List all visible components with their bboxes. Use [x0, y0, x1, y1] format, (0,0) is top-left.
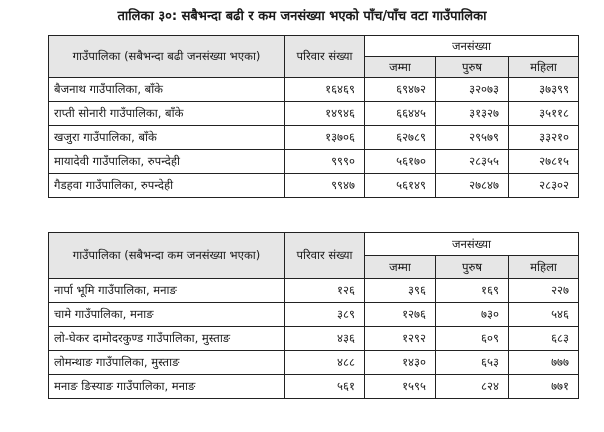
male-value: २७८४७	[436, 174, 509, 198]
table-row	[49, 351, 579, 375]
table-row	[49, 126, 579, 150]
municipality-name: गैडहवा गाउँपालिका, रुपन्देही	[49, 174, 285, 198]
households-value: १२६	[285, 279, 365, 303]
header-male: पुरुष	[436, 256, 509, 279]
header-population: जनसंख्या	[365, 36, 579, 57]
header-municipality: गाउँपालिका (सबैभन्दा कम जनसंख्या भएका)	[49, 233, 285, 279]
municipality-name: नार्पा भूमि गाउँपालिका, मनाङ	[49, 279, 285, 303]
male-value: १६९	[436, 279, 509, 303]
table-lowest-population	[48, 232, 579, 399]
municipality-name: लोमन्थाङ गाउँपालिका, मुस्ताङ	[49, 351, 285, 375]
table-row	[49, 102, 579, 126]
female-value: ६८३	[509, 327, 579, 351]
households-value: ३८९	[285, 303, 365, 327]
households-value: ९९४७	[285, 174, 365, 198]
header-total: जम्मा	[365, 57, 436, 78]
female-value: ७७७	[509, 351, 579, 375]
total-value: ५६१७०	[365, 150, 436, 174]
female-value: ३५११८	[509, 102, 579, 126]
total-value: १२७६	[365, 303, 436, 327]
households-value: ४८८	[285, 351, 365, 375]
table-row	[49, 327, 579, 351]
table-row	[49, 150, 579, 174]
table-highest-population	[48, 35, 579, 198]
households-value: ५६१	[285, 375, 365, 399]
municipality-name: राप्ती सोनारी गाउँपालिका, बाँके	[49, 102, 285, 126]
male-value: ७३०	[436, 303, 509, 327]
municipality-name: मनाङ ङिस्याङ गाउँपालिका, मनाङ	[49, 375, 285, 399]
total-value: १५९५	[365, 375, 436, 399]
header-male: पुरुष	[436, 57, 509, 78]
total-value: ६२७८९	[365, 126, 436, 150]
header-households: परिवार संख्या	[285, 36, 365, 78]
female-value: ३७३९९	[509, 78, 579, 102]
municipality-name: चामे गाउँपालिका, मनाङ	[49, 303, 285, 327]
households-value: १४९४६	[285, 102, 365, 126]
male-value: २८३५५	[436, 150, 509, 174]
municipality-name: मायादेवी गाउँपालिका, रुपन्देही	[49, 150, 285, 174]
households-value: १३७०६	[285, 126, 365, 150]
female-value: २८३०२	[509, 174, 579, 198]
male-value: ३१३२७	[436, 102, 509, 126]
total-value: १२९२	[365, 327, 436, 351]
table-row	[49, 303, 579, 327]
female-value: ३३२१०	[509, 126, 579, 150]
total-value: ६९४७२	[365, 78, 436, 102]
header-households: परिवार संख्या	[285, 233, 365, 279]
header-population: जनसंख्या	[365, 233, 579, 256]
municipality-name: लो-घेकर दामोदरकुण्ड गाउँपालिका, मुस्ताङ	[49, 327, 285, 351]
table-row	[49, 174, 579, 198]
municipality-name: खजुरा गाउँपालिका, बाँके	[49, 126, 285, 150]
total-value: १४३०	[365, 351, 436, 375]
header-female: महिला	[509, 256, 579, 279]
table-row	[49, 375, 579, 399]
table-caption: तालिका ३०: सबैभन्दा बढी र कम जनसंख्या भएको पाँच/पाँच वटा गाउँपालिका	[117, 9, 487, 24]
total-value: ६६४४५	[365, 102, 436, 126]
female-value: २२७	[509, 279, 579, 303]
header-female: महिला	[509, 57, 579, 78]
total-value: ३९६	[365, 279, 436, 303]
female-value: ५४६	[509, 303, 579, 327]
households-value: ९९९०	[285, 150, 365, 174]
households-value: १६४६९	[285, 78, 365, 102]
female-value: २७८१५	[509, 150, 579, 174]
male-value: ६०९	[436, 327, 509, 351]
total-value: ५६१४९	[365, 174, 436, 198]
households-value: ४३६	[285, 327, 365, 351]
header-total: जम्मा	[365, 256, 436, 279]
male-value: ३२०७३	[436, 78, 509, 102]
table-row	[49, 279, 579, 303]
header-municipality: गाउँपालिका (सबैभन्दा बढी जनसंख्या भएका)	[49, 36, 285, 78]
municipality-name: बैजनाथ गाउँपालिका, बाँके	[49, 78, 285, 102]
male-value: ८२४	[436, 375, 509, 399]
male-value: ६५३	[436, 351, 509, 375]
male-value: २९५७९	[436, 126, 509, 150]
female-value: ७७१	[509, 375, 579, 399]
table-row	[49, 78, 579, 102]
